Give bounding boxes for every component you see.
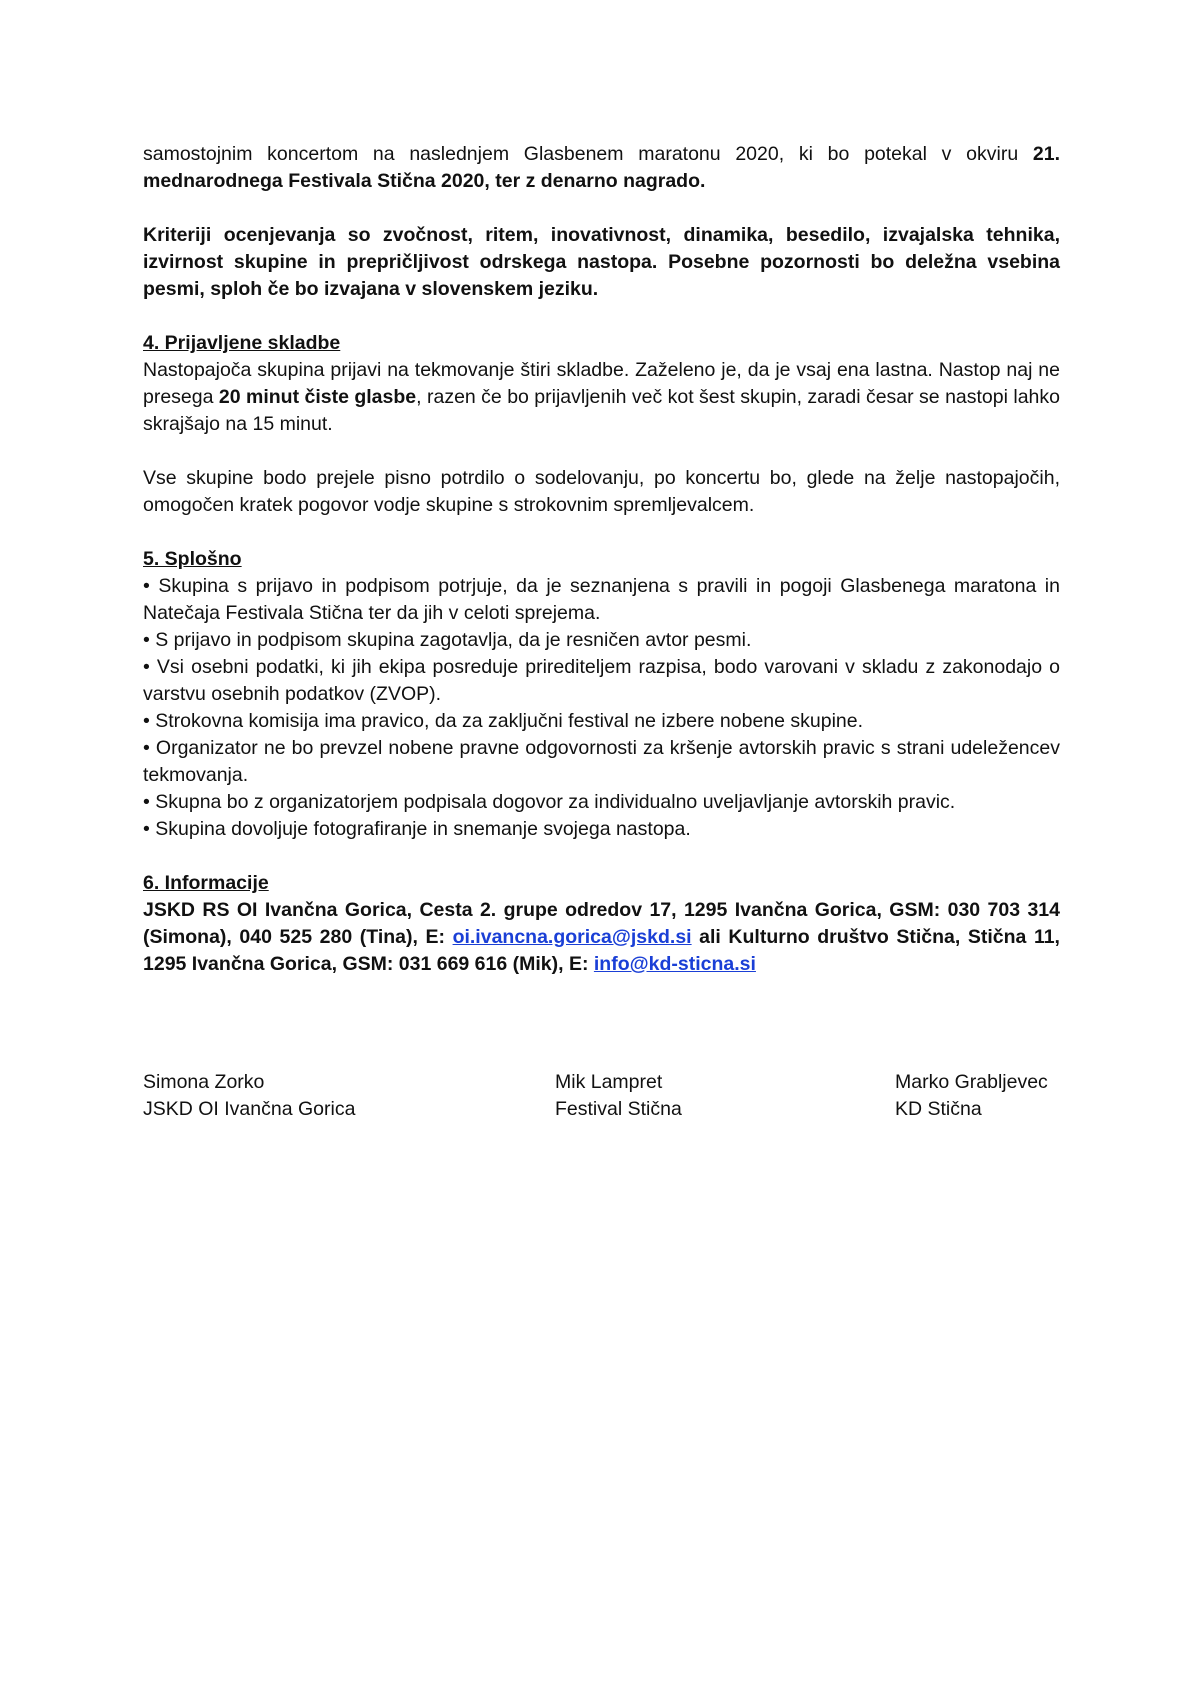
signature-3 (895, 1069, 1048, 1123)
signatory-name: Mik Lampret (555, 1071, 663, 1093)
signatory-name: Simona Zorko (143, 1071, 265, 1093)
signatory-organization: Festival Stična (555, 1098, 682, 1120)
list-item: • Vsi osebni podatki, ki jih ekipa posreduje prirediteljem razpisa, bodo varovani v skladu z zakonodajo o varstvu osebnih podatkov (ZVOP). (143, 654, 1060, 708)
section4-p1-text-a: Nastopajoča skupina prijavi na tekmovanje štiri skladbe. Zaželeno je, da je vsaj ena lastna. Nastop naj ne presega (143, 359, 1060, 408)
list-item: • S prijavo in podpisom skupina zagotavlja, da je resničen avtor pesmi. (143, 627, 1060, 654)
section5-bullet-list (143, 573, 1060, 843)
signatory-organization: KD Stična (895, 1098, 982, 1120)
contact-text-b: ali Kulturno društvo Stična, Stična 11, 1295 Ivančna Gorica, GSM: 031 669 616 (Mik), E: (143, 926, 1060, 975)
contact-text-a: JSKD RS OI Ivančna Gorica, Cesta 2. grupe odredov 17, 1295 Ivančna Gorica, GSM: 030 703 314 (Simona), 040 525 280 (Tina), E: (143, 899, 1060, 948)
criteria-text: Kriteriji ocenjevanja so zvočnost, ritem, inovativnost, dinamika, besedilo, izvajalska tehnika, izvirnost skupine in prepričljivost odrskega nastopa. Posebne pozornosti bo deležna vsebina pesmi, sploh če bo izvajana v slovenskem jeziku. (143, 224, 1060, 300)
section4-paragraph-1 (143, 357, 1060, 438)
document-body (143, 141, 1060, 978)
section6-heading: 6. Informacije (143, 872, 269, 894)
email-link-jskd[interactable]: oi.ivancna.gorica@jskd.si (452, 926, 692, 948)
section4-heading: 4. Prijavljene skladbe (143, 332, 341, 354)
section4-paragraph-2: Vse skupine bodo prejele pisno potrdilo o sodelovanju, po koncertu bo, glede na želje nastopajočih, omogočen kratek pogovor vodje skupine s strokovnim spremljevalcem. (143, 467, 1060, 516)
section4-p1-bold: 20 minut čiste glasbe (218, 386, 417, 408)
list-item: • Organizator ne bo prevzel nobene pravne odgovornosti za kršenje avtorskih pravic s strani udeležencev tekmovanja. (143, 735, 1060, 789)
signature-1 (143, 1069, 355, 1123)
section4-p1-text-b: , razen če bo prijavljenih več kot šest skupin, zaradi česar se nastopi lahko skrajšajo na 15 minut. (143, 386, 1060, 435)
signature-block (143, 1069, 1060, 1129)
section5-heading: 5. Splošno (143, 548, 242, 570)
intro-text: samostojnim koncertom na naslednjem Glasbenem maratonu 2020, ki bo potekal v okviru (143, 143, 1033, 165)
signatory-organization: JSKD OI Ivančna Gorica (143, 1098, 356, 1120)
criteria-paragraph (143, 222, 1060, 303)
intro-paragraph (143, 141, 1060, 195)
list-item: • Skupna bo z organizatorjem podpisala dogovor za individualno uveljavljanje avtorskih pravic. (143, 789, 1060, 816)
contact-paragraph (143, 897, 1060, 978)
list-item: • Skupina s prijavo in podpisom potrjuje, da je seznanjena s pravili in pogoji Glasbenega maratona in Natečaja Festivala Stična ter da jih v celoti sprejema. (143, 573, 1060, 627)
email-link-kd-sticna[interactable]: info@kd-sticna.si (593, 953, 756, 975)
list-item: • Strokovna komisija ima pravico, da za zaključni festival ne izbere nobene skupine. (143, 708, 1060, 735)
signatory-name: Marko Grabljevec (895, 1071, 1048, 1093)
list-item: • Skupina dovoljuje fotografiranje in snemanje svojega nastopa. (143, 816, 1060, 843)
intro-bold-text: 21. mednarodnega Festivala Stična 2020, ter z denarno nagrado. (143, 143, 1060, 192)
signature-2 (555, 1069, 682, 1123)
